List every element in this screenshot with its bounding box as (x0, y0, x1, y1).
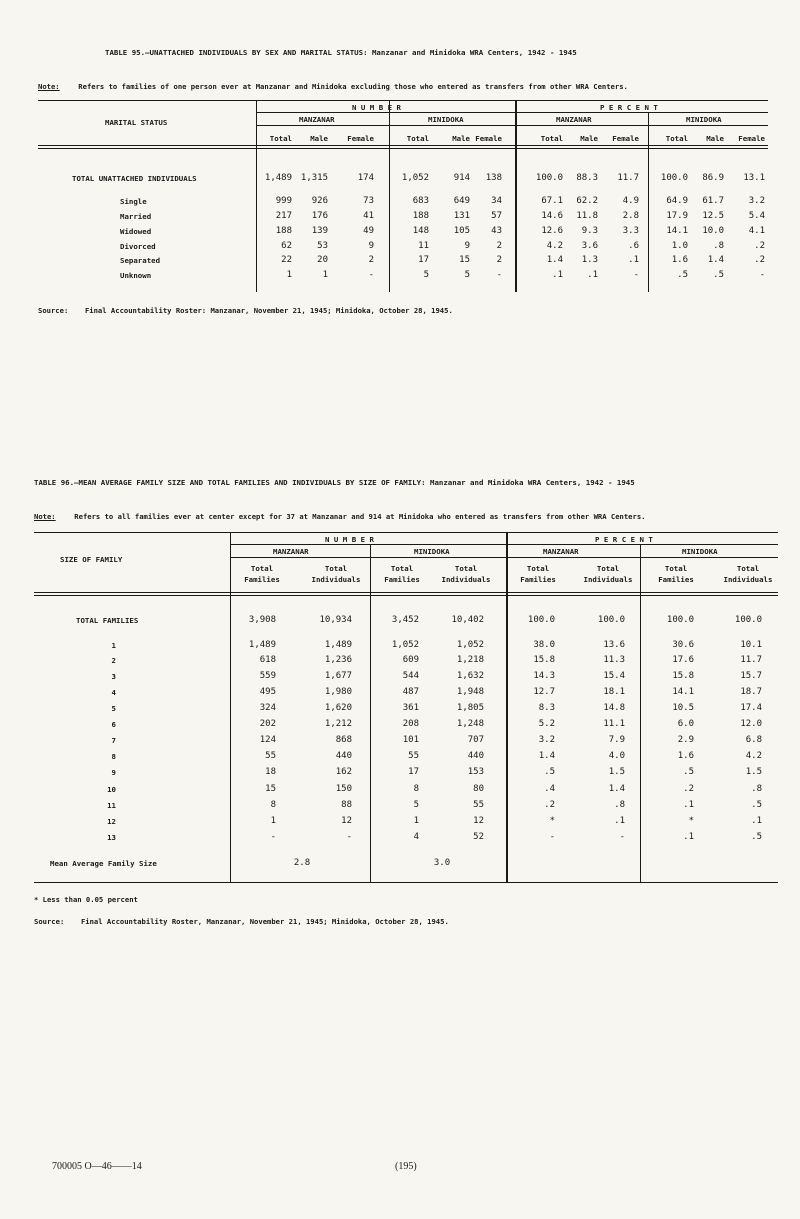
table95-cell: - (759, 270, 765, 280)
table96-mean-manzanar: 2.8 (293, 858, 311, 868)
table95-cell: 88.3 (576, 173, 598, 183)
page-number: (195) (395, 1161, 417, 1172)
table95-row-label: Divorced (120, 242, 156, 251)
table96-col-header-individuals: Individuals (583, 575, 633, 584)
table96-cell: 7.9 (608, 735, 625, 745)
table96-row-label: 11 (107, 801, 116, 810)
table95-col-header: Female (475, 134, 502, 143)
table96-cell: 8 (270, 800, 276, 810)
table95-cell: 10.0 (702, 226, 724, 236)
table95-cell: 1 (286, 270, 292, 280)
table95-cell: 62.2 (576, 196, 598, 206)
table95-cell: 131 (453, 211, 470, 221)
table95-cell: 9.3 (581, 226, 598, 236)
table96-cell: 1.5 (608, 767, 625, 777)
table96-cell: 17.6 (672, 655, 694, 665)
table96-cell: 38.0 (533, 640, 555, 650)
table95-cell: 12.5 (702, 211, 724, 221)
table95-cell: 649 (453, 196, 470, 206)
table96-cell: 618 (259, 655, 276, 665)
table96-cell: 14.1 (672, 687, 694, 697)
table95-cell: 139 (311, 226, 328, 236)
table95-cell: 3.3 (622, 226, 639, 236)
table96-cell: 8 (413, 784, 419, 794)
table95-cell: 5 (423, 270, 429, 280)
table96-sub-manzanar: MANZANAR (273, 547, 309, 556)
table96-cell: 1,620 (324, 703, 352, 713)
table96-cell: 10.5 (672, 703, 694, 713)
table96-row-label: 4 (111, 688, 116, 697)
table96-cell: 55 (408, 751, 419, 761)
table96-title: TABLE 96.—MEAN AVERAGE FAMILY SIZE AND TOTAL FAMILIES AND INDIVIDUALS BY SIZE OF FAMILY: Manzanar and Minidoka WRA Centers, 1942 - 1945 (34, 478, 635, 487)
table95-cell: 20 (317, 255, 328, 265)
table96-cell: 1 (413, 816, 419, 826)
table95-cell: 1.4 (546, 255, 563, 265)
table95-cell: 11.7 (617, 173, 639, 183)
table96-cell: 55 (265, 751, 276, 761)
table96-mean-label: Mean Average Family Size (50, 859, 157, 868)
table96-cell: 1,248 (456, 719, 484, 729)
table95-cell: 188 (275, 226, 292, 236)
table96-note (34, 512, 646, 521)
table95-sub-minidoka: MINIDOKA (428, 115, 464, 124)
table96-cell: 1,948 (456, 687, 484, 697)
table96-cell: 10,934 (319, 615, 352, 625)
table96-cell: 13.6 (603, 640, 625, 650)
table95-cell: 683 (412, 196, 429, 206)
table95-cell: 1.4 (707, 255, 724, 265)
table96-cell: 17.4 (740, 703, 762, 713)
table96-note-label: Note: (34, 512, 56, 521)
table95-col-header: Total (269, 134, 292, 143)
table96-cell: 1.6 (677, 751, 694, 761)
table96-cell: 1.4 (538, 751, 555, 761)
table96-cell: 1.5 (745, 767, 762, 777)
table95-cell: 17.9 (666, 211, 688, 221)
table95-cell: 3.2 (748, 196, 765, 206)
table96-sub-manzanar-pct: MANZANAR (543, 547, 579, 556)
table96-cell: 1,980 (324, 687, 352, 697)
table96-cell: 100.0 (597, 615, 625, 625)
table96-note-text: Refers to all families ever at center except for 37 at Manzanar and 914 at Minidoka who entered as transfers from other WRA Centers. (74, 512, 646, 521)
table96-cell: .2 (683, 784, 694, 794)
table95-cell: 49 (363, 226, 374, 236)
table96-cell: 11.7 (740, 655, 762, 665)
table96-cell: .5 (683, 767, 694, 777)
table96-cell: 80 (473, 784, 484, 794)
table96-cell: .8 (751, 784, 762, 794)
table96-row-label: 13 (107, 833, 116, 842)
table96-cell: 361 (402, 703, 419, 713)
table96-row-label: 9 (111, 768, 116, 777)
table95-cell: 11 (418, 241, 429, 251)
table96-cell: .1 (683, 832, 694, 842)
table95-sub-minidoka-pct: MINIDOKA (686, 115, 722, 124)
table96-col-header-families: Total (526, 564, 550, 573)
table95-row-label: Separated (120, 256, 161, 265)
table95-cell: 2 (496, 241, 502, 251)
table96-cell: 1 (270, 816, 276, 826)
table95-cell: 4.9 (622, 196, 639, 206)
table96-source-text: Final Accountability Roster, Manzanar, November 21, 1945; Minidoka, October 28, 1945. (80, 917, 449, 926)
table95-cell: 61.7 (702, 196, 724, 206)
table95-cell: 86.9 (702, 173, 724, 183)
table96-cell: 18 (265, 767, 276, 777)
table96-cell: .4 (544, 784, 555, 794)
table96-cell: 1.4 (608, 784, 625, 794)
table96-cell: 2.9 (677, 735, 694, 745)
table96-cell: 3,452 (391, 615, 419, 625)
table96-cell: 14.3 (533, 671, 555, 681)
table95-sub-manzanar: MANZANAR (299, 115, 335, 124)
table96-cell: - (549, 832, 555, 842)
table96-row-label: TOTAL FAMILIES (76, 616, 139, 625)
table95-cell: 1.0 (671, 241, 688, 251)
table96-cell: 1,212 (324, 719, 352, 729)
table96-col-header-individuals: Total (736, 564, 760, 573)
table96-cell: 3,908 (248, 615, 276, 625)
table95-cell: 1,489 (264, 173, 292, 183)
table95-cell: 67.1 (541, 196, 563, 206)
table96-cell: 1,052 (391, 640, 419, 650)
table95-row-label: Single (120, 197, 147, 206)
table96-cell: .5 (751, 800, 762, 810)
table96-cell: 202 (259, 719, 276, 729)
table95-cell: 15 (459, 255, 470, 265)
table96-cell: 18.1 (603, 687, 625, 697)
table95-cell: 14.1 (666, 226, 688, 236)
table96-cell: .1 (614, 816, 625, 826)
table96-cell: 544 (402, 671, 419, 681)
table95-cell: 100.0 (535, 173, 563, 183)
table96-cell: 100.0 (666, 615, 694, 625)
table96-cell: 15.8 (672, 671, 694, 681)
table96-cell: 17 (408, 767, 419, 777)
table96-cell: .2 (544, 800, 555, 810)
table95-cell: 148 (412, 226, 429, 236)
table95-source-text: Final Accountability Roster: Manzanar, November 21, 1945; Minidoka, October 28, 1945. (84, 306, 453, 315)
table95-cell: 5.4 (748, 211, 765, 221)
table96-cell: 12 (341, 816, 352, 826)
table96-cell: 12.0 (740, 719, 762, 729)
table96-row-label: 7 (111, 736, 116, 745)
table96-cell: 18.7 (740, 687, 762, 697)
table95-cell: .2 (754, 255, 765, 265)
table95-source-label: Source: (38, 306, 69, 315)
table95-cell: 1.3 (581, 255, 598, 265)
table95-cell: 2 (368, 255, 374, 265)
table96-cell: - (346, 832, 352, 842)
table96-cell: 324 (259, 703, 276, 713)
table95-cell: 2.8 (622, 211, 639, 221)
table95-cell: 17 (418, 255, 429, 265)
table96-col-header-families: Families (658, 575, 694, 584)
table95-cell: 12.6 (541, 226, 563, 236)
table95-cell: 174 (357, 173, 374, 183)
table96-row-label: 5 (111, 704, 116, 713)
table96-group-percent: P E R C E N T (595, 535, 653, 544)
table96-row-label: 8 (111, 752, 116, 761)
table95-cell: .1 (552, 270, 563, 280)
table96-cell: 162 (335, 767, 352, 777)
table96-cell: 11.3 (603, 655, 625, 665)
table96-cell: 153 (467, 767, 484, 777)
table96-cell: 1,489 (248, 640, 276, 650)
table95-cell: 999 (275, 196, 292, 206)
table96-cell: 30.6 (672, 640, 694, 650)
table95-col-header: Female (612, 134, 639, 143)
table96-cell: 5 (413, 800, 419, 810)
table95-cell: 914 (453, 173, 470, 183)
table96-footnote: * Less than 0.05 percent (34, 895, 138, 904)
table95-cell: 13.1 (743, 173, 765, 183)
table96-cell: 1,236 (324, 655, 352, 665)
table95-note (38, 82, 628, 91)
table96-cell: - (270, 832, 276, 842)
table95-cell: .6 (628, 241, 639, 251)
table96-cell: * (688, 816, 694, 826)
table95-cell: 1,052 (401, 173, 429, 183)
table96-cell: .8 (614, 800, 625, 810)
table95-cell: .5 (677, 270, 688, 280)
table95-col-header: Male (580, 134, 598, 143)
table96-cell: 12 (473, 816, 484, 826)
table96-cell: 10.1 (740, 640, 762, 650)
table96-cell: 15.4 (603, 671, 625, 681)
table96-cell: 101 (402, 735, 419, 745)
table95-cell: 73 (363, 196, 374, 206)
table96-cell: 1,632 (456, 671, 484, 681)
table96-col-header-families: Families (384, 575, 420, 584)
table96-cell: 52 (473, 832, 484, 842)
table96-row-label: 12 (107, 817, 116, 826)
table95-col-header: Male (310, 134, 328, 143)
table96-col-header-individuals: Total (324, 564, 348, 573)
table95-row-label: TOTAL UNATTACHED INDIVIDUALS (72, 174, 197, 183)
table96-sub-minidoka: MINIDOKA (414, 547, 450, 556)
table95-cell: - (368, 270, 374, 280)
table96-cell: 559 (259, 671, 276, 681)
table95-cell: 176 (311, 211, 328, 221)
table96-cell: 3.2 (538, 735, 555, 745)
table96-cell: 1,489 (324, 640, 352, 650)
table95-group-percent: P E R C E N T (600, 103, 658, 112)
table95-cell: 62 (281, 241, 292, 251)
table96-stub-header: SIZE OF FAMILY (60, 555, 123, 564)
table96-cell: 15.7 (740, 671, 762, 681)
table95-cell: 43 (491, 226, 502, 236)
table96-row-label: 10 (107, 785, 116, 794)
table96-cell: 868 (335, 735, 352, 745)
table95-cell: 217 (275, 211, 292, 221)
table96-col-header-families: Total (664, 564, 688, 573)
table96-col-header-families: Families (520, 575, 556, 584)
table95-col-header: Male (452, 134, 470, 143)
table96-mean-minidoka: 3.0 (433, 858, 451, 868)
table95-cell: - (496, 270, 502, 280)
table96-cell: 55 (473, 800, 484, 810)
table95-col-header: Female (347, 134, 374, 143)
table96-cell: 5.2 (538, 719, 555, 729)
table96-cell: .5 (544, 767, 555, 777)
table95-cell: 22 (281, 255, 292, 265)
table95-source (38, 306, 453, 315)
table95-note-text: Refers to families of one person ever at Manzanar and Minidoka excluding those who entered as transfers from other WRA Centers. (78, 82, 628, 91)
table95-cell: 1 (322, 270, 328, 280)
table95-cell: 138 (485, 173, 502, 183)
table96-cell: 4.0 (608, 751, 625, 761)
table95-cell: 2 (496, 255, 502, 265)
table95-cell: 53 (317, 241, 328, 251)
table96-group-number: N U M B E R (325, 535, 374, 544)
table96-cell: - (619, 832, 625, 842)
table96-cell: 10,402 (451, 615, 484, 625)
table95-cell: 3.6 (581, 241, 598, 251)
table95-cell: 105 (453, 226, 470, 236)
table96-cell: 100.0 (527, 615, 555, 625)
table95-cell: 1,315 (300, 173, 328, 183)
print-code: 700005 O—46——14 (52, 1161, 142, 1172)
table95-cell: 57 (491, 211, 502, 221)
table96-cell: 707 (467, 735, 484, 745)
table96-cell: 6.8 (745, 735, 762, 745)
table96-source-label: Source: (34, 917, 65, 926)
table95-row-label: Married (120, 212, 152, 221)
table95-note-label: Note: (38, 82, 60, 91)
table95-cell: 11.8 (576, 211, 598, 221)
table96-sub-minidoka-pct: MINIDOKA (682, 547, 718, 556)
table95-cell: 14.6 (541, 211, 563, 221)
table95-cell: 1.6 (671, 255, 688, 265)
table96-col-header-families: Total (250, 564, 274, 573)
table96-cell: 12.7 (533, 687, 555, 697)
table95-col-header: Total (540, 134, 563, 143)
table96-row-label: 1 (111, 641, 116, 650)
table96-cell: 4 (413, 832, 419, 842)
table95-row-label: Widowed (120, 227, 152, 236)
table95-cell: 64.9 (666, 196, 688, 206)
table96-col-header-individuals: Individuals (441, 575, 491, 584)
table95-col-header: Male (706, 134, 724, 143)
table96-cell: 15.8 (533, 655, 555, 665)
table96-row-label: 2 (111, 656, 116, 665)
table95-group-number: N U M B E R (352, 103, 401, 112)
table96-cell: 1,677 (324, 671, 352, 681)
table95-cell: .1 (628, 255, 639, 265)
table96-cell: 14.8 (603, 703, 625, 713)
table96-col-header-individuals: Total (454, 564, 478, 573)
table95-cell: 34 (491, 196, 502, 206)
table96-source (34, 917, 449, 926)
table96-cell: 6.0 (677, 719, 694, 729)
table96-cell: 100.0 (734, 615, 762, 625)
table96-col-header-families: Families (244, 575, 280, 584)
table96-cell: 487 (402, 687, 419, 697)
table95-cell: 926 (311, 196, 328, 206)
table95-col-header: Female (738, 134, 765, 143)
table96-cell: 11.1 (603, 719, 625, 729)
table95-sub-manzanar-pct: MANZANAR (556, 115, 592, 124)
table95-col-header: Total (406, 134, 429, 143)
table95-cell: 188 (412, 211, 429, 221)
table96-cell: 440 (467, 751, 484, 761)
table96-col-header-individuals: Individuals (723, 575, 773, 584)
table96-cell: 8.3 (538, 703, 555, 713)
table95-cell: .8 (713, 241, 724, 251)
table95-row-label: Unknown (120, 271, 152, 280)
table95-stub-header: MARITAL STATUS (105, 118, 168, 127)
table95-cell: 4.2 (546, 241, 563, 251)
table96-cell: * (549, 816, 555, 826)
table96-cell: 15 (265, 784, 276, 794)
table95-cell: - (633, 270, 639, 280)
table96-cell: 1,805 (456, 703, 484, 713)
table96-cell: 609 (402, 655, 419, 665)
table96-cell: .5 (751, 832, 762, 842)
table96-cell: 88 (341, 800, 352, 810)
table95-title: TABLE 95.—UNATTACHED INDIVIDUALS BY SEX AND MARITAL STATUS: Manzanar and Minidoka WRA Centers, 1942 - 1945 (105, 48, 577, 57)
table95-cell: 100.0 (660, 173, 688, 183)
table95-cell: 9 (368, 241, 374, 251)
table95-cell: .2 (754, 241, 765, 251)
table96-cell: 124 (259, 735, 276, 745)
table96-cell: 150 (335, 784, 352, 794)
table96-cell: .1 (683, 800, 694, 810)
table95-col-header: Total (665, 134, 688, 143)
table95-cell: 4.1 (748, 226, 765, 236)
table95-cell: .5 (713, 270, 724, 280)
table96-row-label: 6 (111, 720, 116, 729)
table96-col-header-individuals: Individuals (311, 575, 361, 584)
table96-cell: .1 (751, 816, 762, 826)
table96-cell: 440 (335, 751, 352, 761)
table96-col-header-individuals: Total (596, 564, 620, 573)
table96-col-header-families: Total (390, 564, 414, 573)
table95-cell: .1 (587, 270, 598, 280)
table96-row-label: 3 (111, 672, 116, 681)
table96-cell: 4.2 (745, 751, 762, 761)
table95-cell: 41 (363, 211, 374, 221)
table96-cell: 495 (259, 687, 276, 697)
table96-cell: 1,052 (456, 640, 484, 650)
table96-cell: 208 (402, 719, 419, 729)
table95-cell: 9 (464, 241, 470, 251)
table95-cell: 5 (464, 270, 470, 280)
table96-cell: 1,218 (456, 655, 484, 665)
